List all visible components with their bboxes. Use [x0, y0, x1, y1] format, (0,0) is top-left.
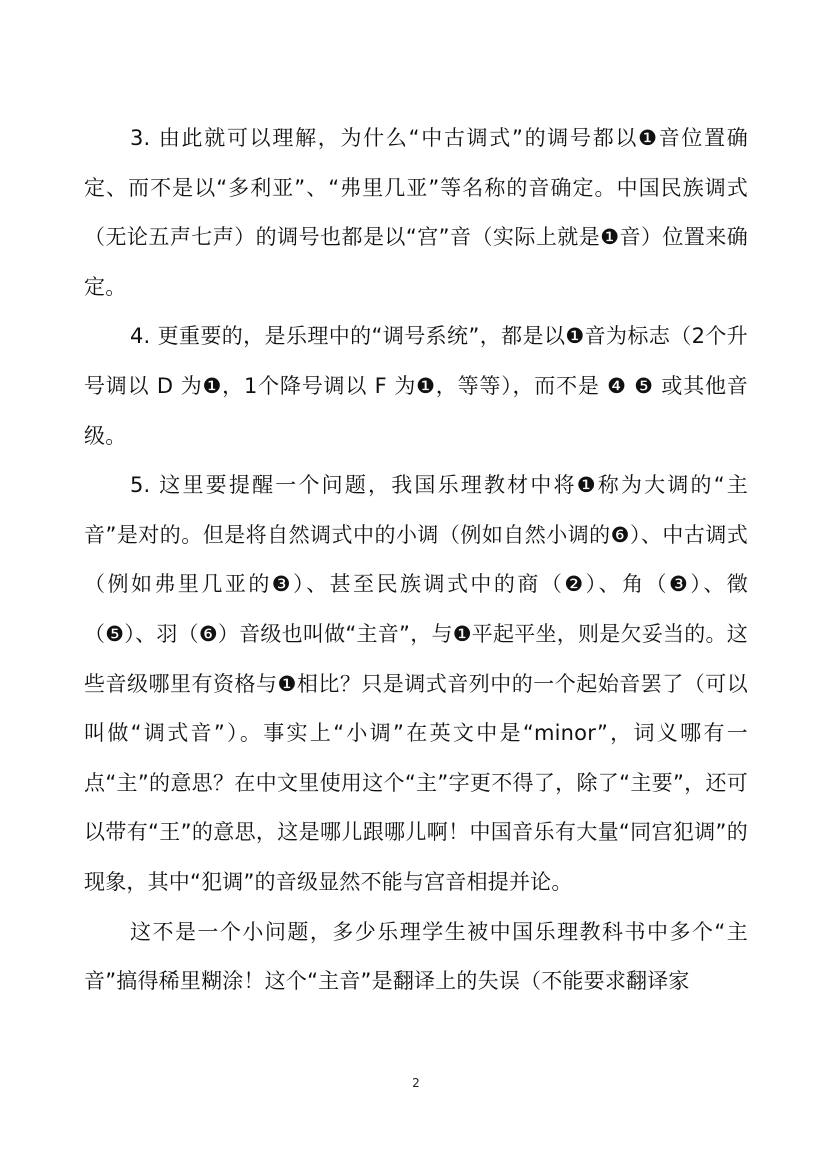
body-text [84, 114, 748, 1007]
page-number: 2 [412, 1076, 420, 1090]
paragraph-conclusion: 这不是一个小问题，多少乐理学生被中国乐理教科书中多个“主音”搞得稀里糊涂！这个“主音”是翻译上的失误（不能要求翻译家 [84, 919, 748, 994]
paragraph-3-key-signature: 3. 由此就可以理解，为什么“中古调式”的调号都以❶音位置确定、而不是以“多利亚”、“弗里几亚”等名称的音确定。中国民族调式（无论五声七声）的调号也都是以“宫”音（实际上就是❶音）位置来确定。 [84, 126, 748, 299]
paragraph-5-tonic-issue: 5. 这里要提醒一个问题，我国乐理教材中将❶称为大调的“主音”是对的。但是将自然调式中的小调（例如自然小调的❻）、中古调式（例如弗里几亚的❸）、甚至民族调式中的商（❷）、角（❸）、徵（❺）、羽（❻）音级也叫做“主音”，与❶平起平坐，则是欠妥当的。这些音级哪里有资格与❶相比？只是调式音列中的一个起始音罢了（可以叫做“调式音”）。事实上“小调”在英文中是“minor”，词义哪有一点“主”的意思？在中文里使用这个“主”字更不得了，除了“主要”，还可以带有“王”的意思，这是哪儿跟哪儿啊！中国音乐有大量“同宫犯调”的现象，其中“犯调”的音级显然不能与宫音相提并论。 [84, 473, 748, 894]
paragraph-4-key-signature-system: 4. 更重要的，是乐理中的“调号系统”，都是以❶音为标志（2个升号调以 D 为❶，1个降号调以 F 为❶，等等），而不是 ❹ ❺ 或其他音级。 [84, 324, 748, 448]
